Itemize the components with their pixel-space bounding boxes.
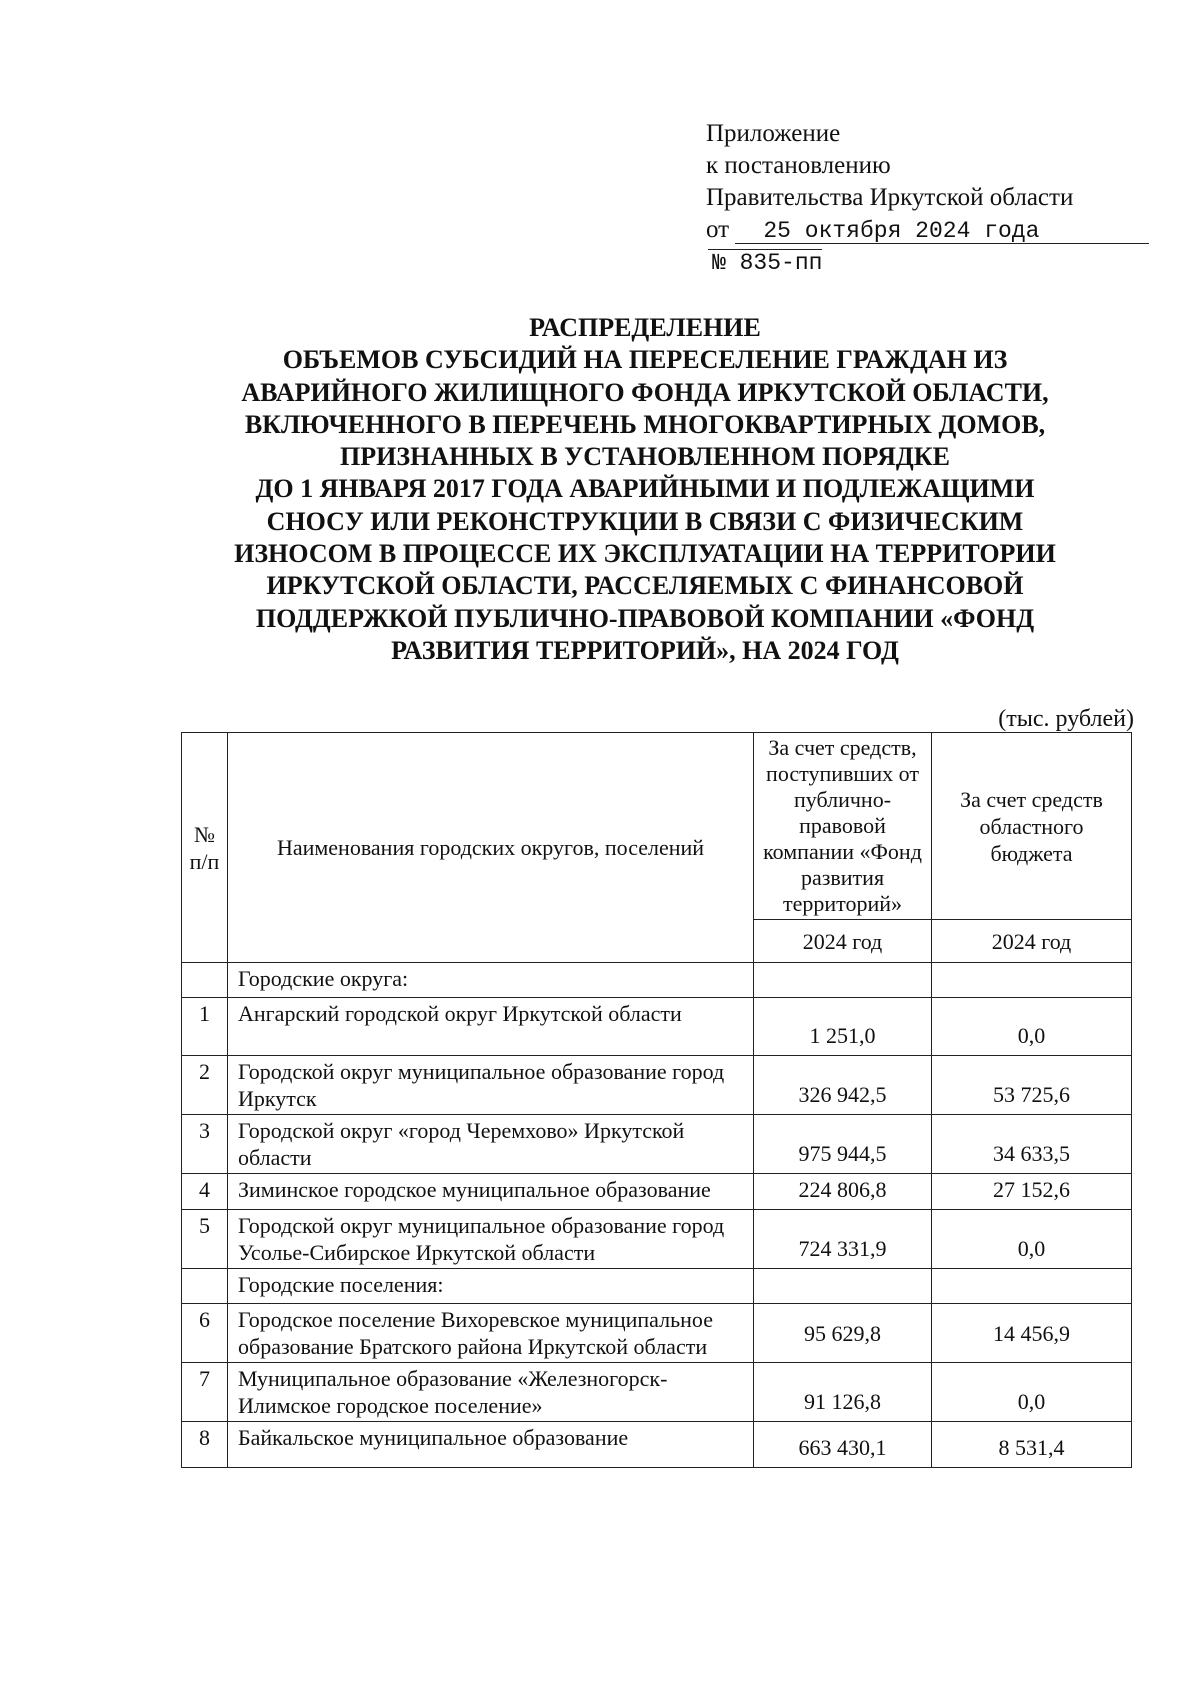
row-no: 8 (182, 1422, 228, 1468)
row-fund-value: 1 251,0 (754, 998, 932, 1056)
row-fund-value: 724 331,9 (754, 1210, 932, 1269)
resolution-date: 25 октября 2024 года (735, 219, 1149, 244)
section-label: Городские поселения: (228, 1269, 754, 1304)
header-regional: За счет средств областного бюджета (932, 733, 1132, 920)
row-regional-value: 34 633,5 (932, 1115, 1132, 1174)
appendix-block (706, 118, 1149, 278)
title-line: ВКЛЮЧЕННОГО В ПЕРЕЧЕНЬ МНОГОКВАРТИРНЫХ ДОМОВ, (244, 409, 1046, 439)
header-no: № п/п (182, 733, 228, 963)
appendix-line-1: Приложение (706, 120, 841, 147)
row-no: 3 (182, 1115, 228, 1174)
row-no: 2 (182, 1056, 228, 1115)
date-prefix: от (706, 216, 730, 243)
row-no: 5 (182, 1210, 228, 1269)
row-name: Городской округ «город Черемхово» Иркутской области (228, 1115, 754, 1174)
row-fund-value: 91 126,8 (754, 1363, 932, 1422)
section-row-districts (182, 963, 1132, 998)
row-regional-value: 0,0 (932, 1363, 1132, 1422)
row-no: 4 (182, 1174, 228, 1210)
table-row (182, 1056, 1132, 1115)
header-name: Наименования городских округов, поселений (228, 733, 754, 963)
row-fund-value: 975 944,5 (754, 1115, 932, 1174)
row-fund-value: 326 942,5 (754, 1056, 932, 1115)
table-row (182, 1174, 1132, 1210)
row-name: Городской округ муниципальное образование город Иркутск (228, 1056, 754, 1115)
row-name: Байкальское муниципальное образование (228, 1422, 754, 1468)
table-row (182, 1304, 1132, 1363)
appendix-line-2: к постановлению (706, 152, 891, 179)
header-year-fund: 2024 год (754, 920, 932, 963)
title-line: ПРИЗНАННЫХ В УСТАНОВЛЕННОМ ПОРЯДКЕ (340, 442, 950, 472)
row-no: 1 (182, 998, 228, 1056)
resolution-number: № 835-пп (708, 249, 822, 276)
title-line: СНОСУ ИЛИ РЕКОНСТРУКЦИИ В СВЯЗИ С ФИЗИЧЕСКИМ (266, 506, 1024, 536)
table-row (182, 1422, 1132, 1468)
section-label: Городские округа: (228, 963, 754, 998)
header-fund: За счет средств, поступивших от публично-правовой компании «Фонд развития территорий» (754, 733, 932, 920)
row-no: 7 (182, 1363, 228, 1422)
row-fund-value: 95 629,8 (754, 1304, 932, 1363)
row-name: Зиминское городское муниципальное образование (228, 1174, 754, 1210)
section-row-settlements (182, 1269, 1132, 1304)
document-title (200, 312, 1090, 667)
appendix-line-3: Правительства Иркутской области (706, 184, 1074, 211)
subsidy-table (181, 732, 1132, 1468)
table-row (182, 998, 1132, 1056)
title-line: РАСПРЕДЕЛЕНИЕ (529, 313, 761, 342)
header-row (182, 733, 1132, 920)
row-regional-value: 14 456,9 (932, 1304, 1132, 1363)
title-line: ПОДДЕРЖКОЙ ПУБЛИЧНО-ПРАВОВОЙ КОМПАНИИ «ФОНД (255, 603, 1035, 633)
row-regional-value: 8 531,4 (932, 1422, 1132, 1468)
title-line: РАЗВИТИЯ ТЕРРИТОРИЙ», НА 2024 ГОД (391, 635, 899, 665)
title-line: ИЗНОСОМ В ПРОЦЕССЕ ИХ ЭКСПЛУАТАЦИИ НА ТЕРРИТОРИИ (234, 539, 1056, 569)
appendix-number-row (706, 246, 1149, 278)
row-name: Муниципальное образование «Железногорск-Илимское городское поселение» (228, 1363, 754, 1422)
row-regional-value: 27 152,6 (932, 1174, 1132, 1210)
title-line: ДО 1 ЯНВАРЯ 2017 ГОДА АВАРИЙНЫМИ И ПОДЛЕЖАЩИМИ (255, 474, 1035, 504)
units-note: (тыс. рублей) (998, 706, 1134, 732)
row-regional-value: 0,0 (932, 998, 1132, 1056)
table-row (182, 1363, 1132, 1422)
table-row (182, 1210, 1132, 1269)
row-fund-value: 224 806,8 (754, 1174, 932, 1210)
appendix-date-row (706, 214, 1149, 246)
row-fund-value: 663 430,1 (754, 1422, 932, 1468)
row-name: Ангарский городской округ Иркутской области (228, 998, 754, 1056)
title-line: ОБЪЕМОВ СУБСИДИЙ НА ПЕРЕСЕЛЕНИЕ ГРАЖДАН ИЗ (282, 345, 1008, 375)
row-regional-value: 53 725,6 (932, 1056, 1132, 1115)
row-name: Городское поселение Вихоревское муниципальное образование Братского района Иркутской области (228, 1304, 754, 1363)
title-line: АВАРИЙНОГО ЖИЛИЩНОГО ФОНДА ИРКУТСКОЙ ОБЛАСТИ, (241, 377, 1049, 407)
title-line: ИРКУТСКОЙ ОБЛАСТИ, РАССЕЛЯЕМЫХ С ФИНАНСОВОЙ (266, 571, 1024, 601)
table-row (182, 1115, 1132, 1174)
row-regional-value: 0,0 (932, 1210, 1132, 1269)
row-name: Городской округ муниципальное образование город Усолье-Сибирское Иркутской области (228, 1210, 754, 1269)
row-no: 6 (182, 1304, 228, 1363)
header-year-regional: 2024 год (932, 920, 1132, 963)
